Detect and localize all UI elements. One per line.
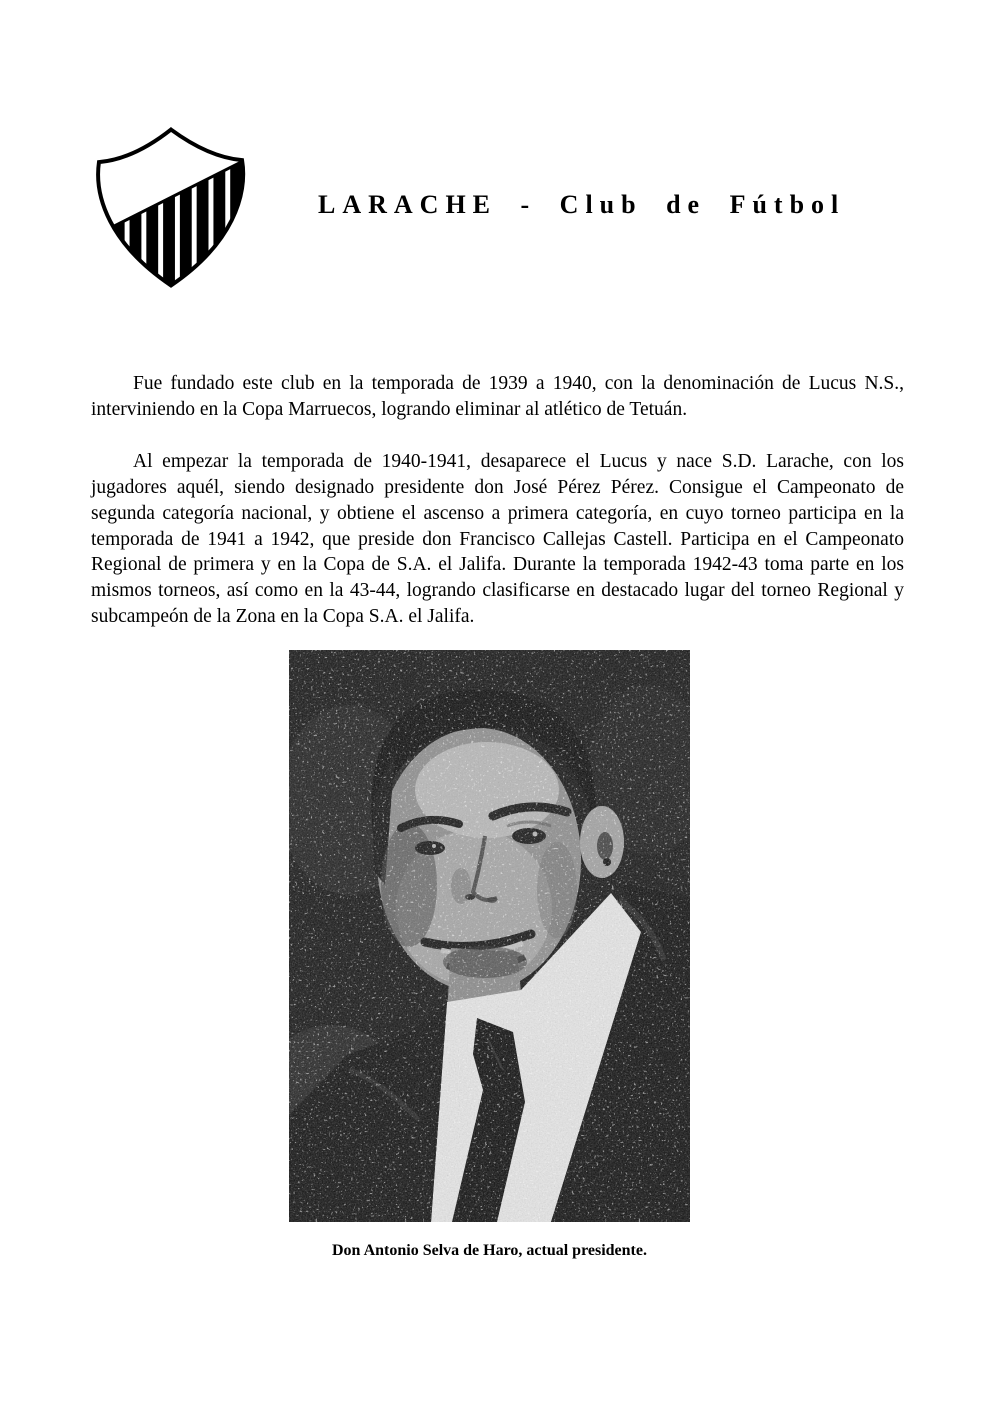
portrait-figure <box>289 650 690 1222</box>
page-title: LARACHE - Club de Fútbol <box>318 190 846 219</box>
paragraph-founding: Fue fundado este club en la temporada de 1939 a 1940, con la denominación de Lucus N.S., interviniendo en la Copa Marruecos, logrando eliminar al atlético de Tetuán. <box>91 373 904 420</box>
photo-caption: Don Antonio Selva de Haro, actual presidente. <box>332 1242 647 1259</box>
article-body <box>91 371 904 656</box>
club-crest-icon <box>96 124 246 291</box>
portrait-photo <box>289 650 690 1222</box>
paragraph-history: Al empezar la temporada de 1940-1941, desaparece el Lucus y nace S.D. Larache, con los jugadores aquél, siendo designado presidente don José Pérez Pérez. Consigue el Campeonato de segunda categoría nacional, y obtiene el ascenso a primera categoría, en cuyo torneo participa en la temporada de 1941 a 1942, que preside don Francisco Callejas Castell. Participa en el Campeonato Regional de primera y en la Copa de S.A. el Jalifa. Durante la temporada 1942-43 toma parte en los mismos torneos, así como en la 43-44, logrando clasificarse en destacado lugar del torneo Regional y subcampeón de la Zona en la Copa S.A. el Jalifa. <box>91 450 904 628</box>
